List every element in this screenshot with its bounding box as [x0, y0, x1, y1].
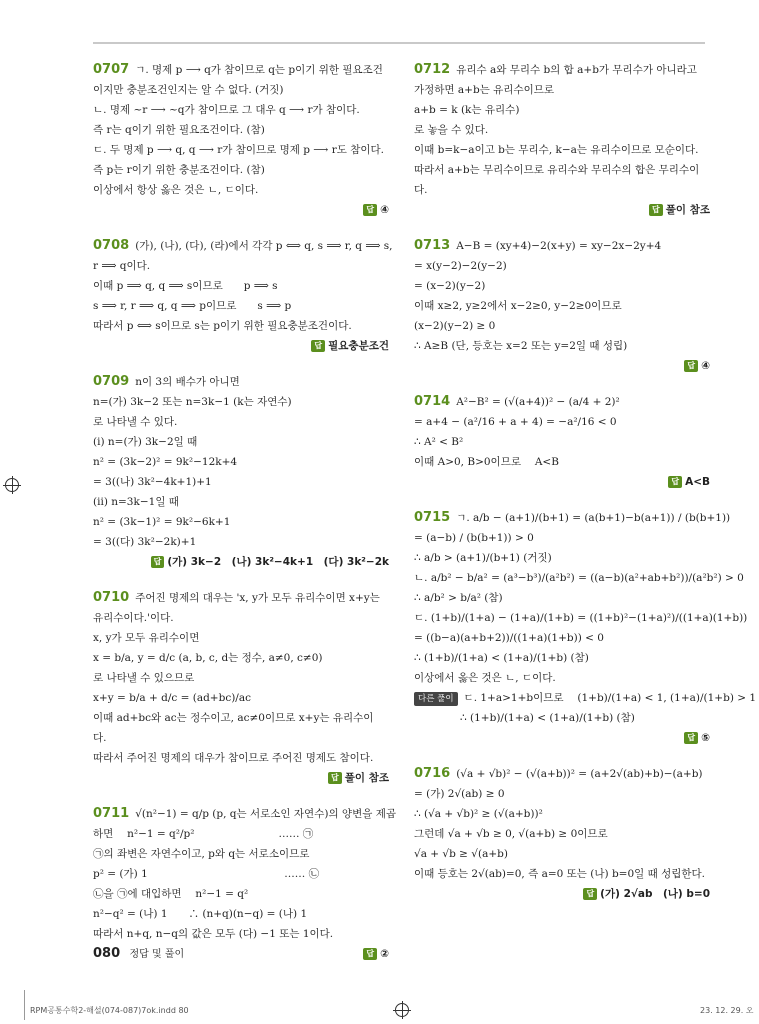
solution-line	[93, 316, 389, 336]
line-text: ㄷ. 1+a>1+b이므로 (1+b)/(1+a) < 1, (1+a)/(1+b) > 1	[463, 692, 757, 704]
line-text: 다.	[93, 732, 107, 744]
solution-line	[93, 60, 389, 80]
line-text: (가), (나), (다), (라)에서 각각 p ⟺ q, s ⟹ r, q ⟹ s,	[135, 240, 393, 252]
solution-line	[414, 412, 710, 432]
line-text: 유리수 a와 무리수 b의 합 a+b가 무리수가 아니라고	[456, 64, 697, 76]
problem-number: 0714	[414, 394, 451, 409]
problem-0715	[414, 508, 757, 748]
problem-number: 0716	[414, 766, 451, 781]
line-text: n² = (3k−2)² = 9k²−12k+4	[93, 456, 238, 468]
line-text: ㉡을 ㉠에 대입하면 n²−1 = q²	[93, 888, 249, 900]
answer-value: ④	[380, 204, 389, 216]
registration-mark-icon	[5, 478, 19, 492]
line-text: 주어진 명제의 대우는 'x, y가 모두 유리수이면 x+y는	[135, 592, 380, 604]
problem-number: 0709	[93, 374, 130, 389]
alt-solution-badge: 다른 풀이	[414, 692, 458, 706]
line-text: n² = (3k−1)² = 9k²−6k+1	[93, 516, 231, 528]
solution-line	[414, 568, 744, 588]
problem-number: 0715	[414, 510, 451, 525]
answer-value: 필요충분조건	[328, 340, 389, 352]
solution-line	[414, 824, 710, 844]
problem-0711	[93, 804, 396, 964]
answer-tag: 답	[649, 204, 663, 216]
solution-line	[93, 824, 389, 844]
alt-solution-line	[414, 688, 757, 708]
answer-tag: 답	[684, 732, 698, 744]
line-text: 이때 p ⟹ q, q ⟹ s이므로 p ⟹ s	[93, 280, 278, 292]
solution-line	[414, 160, 710, 180]
line-text: 이상에서 옳은 것은 ㄴ, ㄷ이다.	[414, 672, 556, 684]
line-text: 다.	[414, 184, 428, 196]
answer-value: A<B	[685, 476, 710, 488]
line-text: n=(가) 3k−2 또는 n=3k−1 (k는 자연수)	[93, 396, 292, 408]
solution-line	[414, 588, 710, 608]
solution-line	[93, 236, 393, 256]
answer-value: ④	[701, 360, 710, 372]
solution-line	[93, 804, 396, 824]
solution-line	[93, 844, 389, 864]
line-text: = (x−2)(y−2)	[414, 280, 486, 292]
solution-line	[93, 392, 389, 412]
print-file-name: RPM공통수학2-해설(074-087)7ok.indd 80	[30, 1006, 189, 1015]
line-text: ∴ (1+b)/(1+a) < (1+a)/(1+b) (참)	[414, 652, 589, 664]
solution-line	[93, 728, 389, 748]
solution-line	[93, 884, 389, 904]
answer	[93, 768, 389, 788]
page-number: 080	[93, 946, 121, 961]
answer-tag: 답	[363, 204, 377, 216]
line-text: ∴ A≥B (단, 등호는 x=2 또는 y=2일 때 성립)	[414, 340, 628, 352]
line-text: (x−2)(y−2) ≥ 0	[414, 320, 496, 332]
solution-line	[93, 140, 389, 160]
line-text: n이 3의 배수가 아니면	[135, 376, 240, 388]
problem-number: 0708	[93, 238, 130, 253]
answer-tag: 답	[328, 772, 342, 784]
line-text: ∴ (1+b)/(1+a) < (1+a)/(1+b) (참)	[460, 712, 635, 724]
registration-mark-icon	[395, 1003, 409, 1017]
line-text: ㄷ. (1+b)/(1+a) − (1+a)/(1+b) = ((1+b)²−(1+a)²)/((1+a)(1+b))	[414, 612, 748, 624]
answer-value: (가) 2√ab (나) b=0	[600, 888, 710, 900]
line-text: ㄷ. 두 명제 p ⟶ q, q ⟶ r가 참이므로 명제 p ⟶ r도 참이다.	[93, 144, 384, 156]
line-text: = x(y−2)−2(y−2)	[414, 260, 507, 272]
solution-line	[414, 100, 710, 120]
answer	[414, 728, 710, 748]
solution-line	[93, 628, 389, 648]
line-text: √(n²−1) = q/p (p, q는 서로소인 자연수)의 양변을 제곱	[135, 808, 396, 820]
line-text: 그런데 √a + √b ≥ 0, √(a+b) ≥ 0이므로	[414, 828, 608, 840]
line-text: ∴ (√a + √b)² ≥ (√(a+b))²	[414, 808, 543, 820]
line-text: 로 나타낼 수 있다.	[93, 416, 178, 428]
line-text: a+b = k (k는 유리수)	[414, 104, 520, 116]
problem-0713	[414, 236, 710, 376]
answer	[93, 336, 389, 356]
line-text: ∴ a/b > (a+1)/(b+1) (거짓)	[414, 552, 552, 564]
solution-line	[93, 864, 389, 884]
solution-line	[93, 924, 389, 944]
print-date: 23. 12. 29. 오	[700, 1006, 754, 1015]
answer-value: (가) 3k−2 (나) 3k²−4k+1 (다) 3k²−2k	[167, 556, 389, 568]
page-footer	[93, 945, 184, 961]
solution-line	[93, 100, 389, 120]
line-text: ∴ a/b² > b/a² (참)	[414, 592, 503, 604]
solution-line	[93, 256, 389, 276]
answer-tag: 답	[151, 556, 165, 568]
solution-line	[93, 608, 389, 628]
line-text: = (a−b) / (b(b+1)) > 0	[414, 532, 534, 544]
line-text: 하면 n²−1 = q²/p² …… ㉠	[93, 828, 314, 840]
solution-line	[414, 336, 710, 356]
solution-line	[414, 296, 710, 316]
answer	[414, 884, 710, 904]
line-text: A²−B² = (√(a+4))² − (a/4 + 2)²	[456, 396, 620, 408]
line-text: x, y가 모두 유리수이면	[93, 632, 200, 644]
crop-mark	[24, 990, 25, 1020]
solution-line	[93, 80, 389, 100]
solution-line	[414, 452, 710, 472]
problem-0709	[93, 372, 389, 572]
solution-line	[414, 60, 710, 80]
alt-solution-line	[414, 708, 710, 728]
problem-0708	[93, 236, 393, 356]
solution-line	[414, 80, 710, 100]
line-text: 이때 ad+bc와 ac는 정수이고, ac≠0이므로 x+y는 유리수이	[93, 712, 374, 724]
line-text: = (가) 2√(ab) ≥ 0	[414, 788, 505, 800]
line-text: = 3((나) 3k²−4k+1)+1	[93, 476, 212, 488]
line-text: 따라서 n+q, n−q의 값은 모두 (다) −1 또는 1이다.	[93, 928, 334, 940]
line-text: 따라서 주어진 명제의 대우가 참이므로 주어진 명제도 참이다.	[93, 752, 374, 764]
line-text: x+y = b/a + d/c = (ad+bc)/ac	[93, 692, 251, 704]
problem-0716	[414, 764, 710, 904]
solution-line	[414, 548, 710, 568]
problem-number: 0710	[93, 590, 130, 605]
solution-line	[93, 748, 389, 768]
solution-line	[414, 256, 710, 276]
solution-line	[414, 864, 710, 884]
line-text: 로 나타낼 수 있으므로	[93, 672, 195, 684]
solution-line	[414, 528, 710, 548]
answer-value: ②	[380, 948, 389, 960]
solution-line	[93, 296, 389, 316]
solution-line	[414, 784, 710, 804]
line-text: ㄱ. 명제 p ⟶ q가 참이므로 q는 p이기 위한 필요조건	[135, 64, 383, 76]
line-text: s ⟹ r, r ⟹ q, q ⟹ p이므로 s ⟹ p	[93, 300, 292, 312]
solution-line	[93, 160, 389, 180]
line-text: 이지만 충분조건인지는 알 수 없다. (거짓)	[93, 84, 284, 96]
solution-line	[414, 628, 710, 648]
line-text: 따라서 p ⟺ s이므로 s는 p이기 위한 필요충분조건이다.	[93, 320, 352, 332]
line-text: 로 놓을 수 있다.	[414, 124, 489, 136]
solution-line	[93, 668, 389, 688]
solution-line	[93, 432, 389, 452]
problem-0712	[414, 60, 710, 220]
answer-tag: 답	[668, 476, 682, 488]
problem-number: 0712	[414, 62, 451, 77]
solution-line	[414, 508, 731, 528]
line-text: (i) n=(가) 3k−2일 때	[93, 436, 198, 448]
problem-number: 0707	[93, 62, 130, 77]
solution-line	[414, 668, 710, 688]
problem-number: 0711	[93, 806, 130, 821]
solution-line	[93, 452, 389, 472]
line-text: 가정하면 a+b는 유리수이므로	[414, 84, 555, 96]
line-text: n²−q² = (나) 1 ∴ (n+q)(n−q) = (나) 1	[93, 908, 308, 920]
line-text: 이때 A>0, B>0이므로 A<B	[414, 456, 559, 468]
answer-tag: 답	[311, 340, 325, 352]
line-text: 이때 x≥2, y≥2에서 x−2≥0, y−2≥0이므로	[414, 300, 622, 312]
line-text: ㉠의 좌변은 자연수이고, p와 q는 서로소이므로	[93, 848, 310, 860]
right-column	[414, 60, 757, 920]
solution-line	[93, 372, 389, 392]
answer-value: 풀이 참조	[344, 772, 389, 784]
answer-tag: 답	[684, 360, 698, 372]
line-text: 유리수이다.'이다.	[93, 612, 174, 624]
solution-line	[414, 764, 710, 784]
answer	[414, 472, 710, 492]
line-text: 이때 b=k−a이고 b는 무리수, k−a는 유리수이므로 모순이다.	[414, 144, 699, 156]
solution-line	[93, 904, 389, 924]
line-text: 이때 등호는 2√(ab)=0, 즉 a=0 또는 (나) b=0일 때 성립한다.	[414, 868, 706, 880]
solution-line	[414, 608, 748, 628]
left-column	[93, 60, 396, 980]
solution-line	[414, 648, 710, 668]
solution-line	[93, 688, 389, 708]
line-text: = 3((다) 3k²−2k)+1	[93, 536, 197, 548]
answer-value: 풀이 참조	[665, 204, 710, 216]
solution-line	[414, 276, 710, 296]
solution-line	[93, 120, 389, 140]
solution-line	[414, 804, 710, 824]
line-text: 이상에서 항상 옳은 것은 ㄴ, ㄷ이다.	[93, 184, 259, 196]
line-text: 따라서 a+b는 무리수이므로 유리수와 무리수의 합은 무리수이	[414, 164, 700, 176]
answer-tag: 답	[363, 948, 377, 960]
problem-0707	[93, 60, 389, 220]
solution-line	[414, 236, 710, 256]
solution-line	[414, 432, 710, 452]
solution-line	[414, 316, 710, 336]
solution-line	[93, 648, 389, 668]
line-text: = a+4 − (a²/16 + a + 4) = −a²/16 < 0	[414, 416, 617, 428]
problem-0714	[414, 392, 710, 492]
solution-line	[93, 512, 389, 532]
solution-line	[414, 120, 710, 140]
line-text: x = b/a, y = d/c (a, b, c, d는 정수, a≠0, c≠0)	[93, 652, 323, 664]
top-rule	[93, 42, 705, 44]
line-text: ∴ A² < B²	[414, 436, 464, 448]
answer	[414, 200, 710, 220]
solution-line	[93, 588, 389, 608]
answer-tag: 답	[583, 888, 597, 900]
line-text: 즉 r는 q이기 위한 필요조건이다. (참)	[93, 124, 265, 136]
solution-line	[93, 180, 389, 200]
answer	[414, 356, 710, 376]
answer	[93, 552, 389, 572]
line-text: = ((b−a)(a+b+2))/((1+a)(1+b)) < 0	[414, 632, 604, 644]
solution-line	[93, 492, 389, 512]
solution-line	[93, 708, 389, 728]
solution-line	[414, 140, 710, 160]
line-text: ㄴ. a/b² − b/a² = (a³−b³)/(a²b²) = ((a−b)(a²+ab+b²))/(a²b²) > 0	[414, 572, 744, 584]
solution-line	[414, 180, 710, 200]
line-text: A−B = (xy+4)−2(x+y) = xy−2x−2y+4	[456, 240, 662, 252]
line-text: ㄴ. 명제 ~r ⟶ ~q가 참이므로 그 대우 q ⟶ r가 참이다.	[93, 104, 360, 116]
line-text: p² = (가) 1 …… ㉡	[93, 868, 320, 880]
solution-line	[93, 412, 389, 432]
answer	[93, 200, 389, 220]
problem-number: 0713	[414, 238, 451, 253]
line-text: ㄱ. a/b − (a+1)/(b+1) = (a(b+1)−b(a+1)) / (b(b+1))	[456, 512, 731, 524]
problem-0710	[93, 588, 389, 788]
line-text: (√a + √b)² − (√(a+b))² = (a+2√(ab)+b)−(a+b)	[456, 768, 703, 780]
line-text: √a + √b ≥ √(a+b)	[414, 848, 508, 860]
solution-line	[93, 276, 389, 296]
footer-label: 정답 및 풀이	[129, 949, 185, 960]
line-text: r ⟹ q이다.	[93, 260, 151, 272]
solution-line	[414, 392, 710, 412]
solution-line	[93, 532, 389, 552]
line-text: (ii) n=3k−1일 때	[93, 496, 179, 508]
answer-value: ⑤	[701, 732, 710, 744]
solution-line	[93, 472, 389, 492]
solution-line	[414, 844, 710, 864]
line-text: 즉 p는 r이기 위한 충분조건이다. (참)	[93, 164, 265, 176]
